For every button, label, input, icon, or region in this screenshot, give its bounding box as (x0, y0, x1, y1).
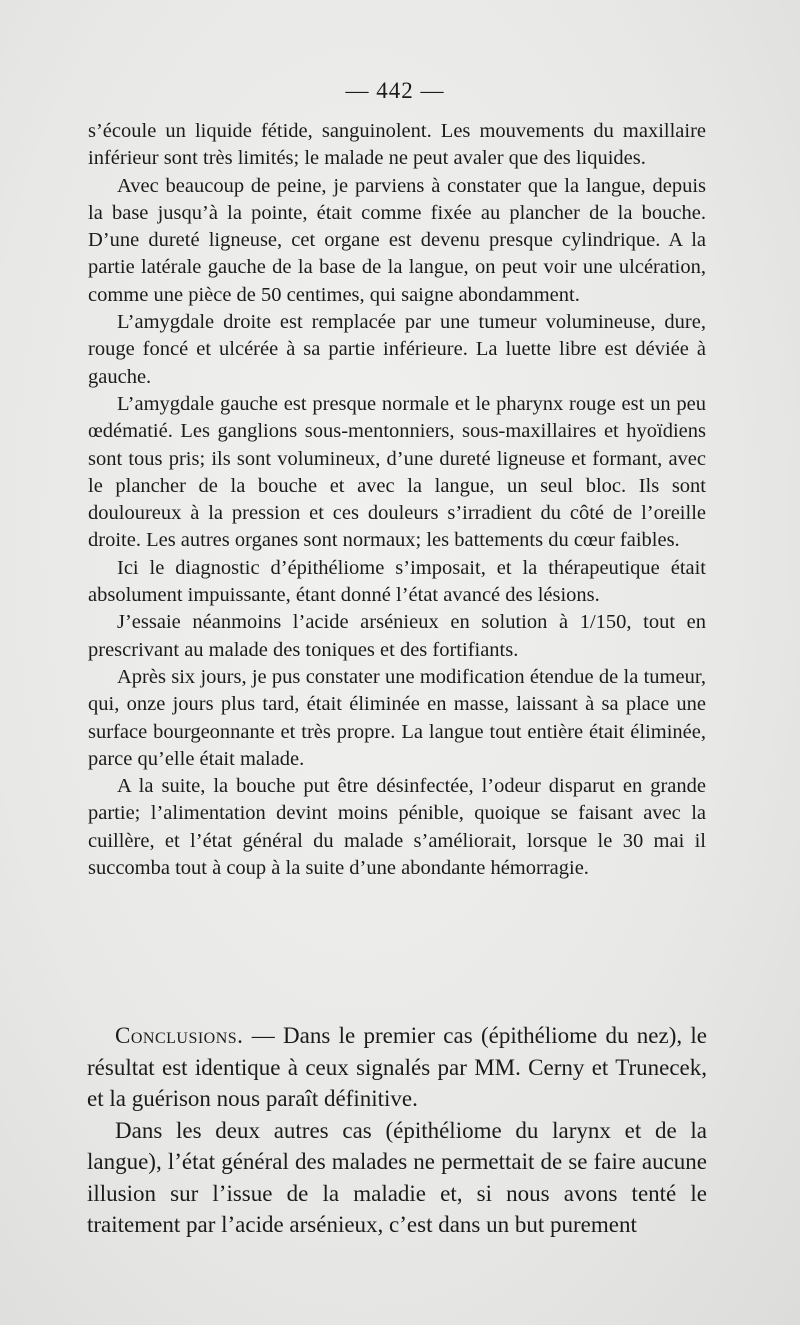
conclusions-paragraph-1-text: — Dans le premier cas (épithéliome du nez), le résultat est identique à ceux signalés par MM. Cerny et Trunecek, et la guérison nous paraît définitive. (87, 1023, 707, 1111)
paragraph-5: Ici le diagnostic d’épithéliome s’imposait, et la thérapeutique était absolument impuissante, étant donné l’état avancé des lésions. (88, 556, 706, 607)
paragraph-4: L’amygdale gauche est presque normale et le pharynx rouge est un peu œdématié. Les ganglions sous-mentonniers, sous-maxillaires et hyoïdiens sont tous pris; ils sont volumineux, d’une dureté ligneuse et formant, avec le plancher de la bouche et avec la langue, un seul bloc. Ils sont douloureux à la pression et ces douleurs s’irradient du côté de l’oreille droite. Les autres organes sont normaux; les battements du cœur faibles. (88, 392, 706, 552)
page-number: — 442 — (345, 78, 445, 103)
paragraph-8: A la suite, la bouche put être désinfectée, l’odeur disparut en grande partie; l’alimentation devint moins pénible, quoique se faisant avec la cuillère, et l’état général du malade s’améliorait, lorsque le 30 mai il succomba tout à coup à la suite d’une abondante hémorragie. (88, 775, 706, 880)
paragraph-6: J’essaie néanmoins l’acide arsénieux en solution à 1/150, tout en prescrivant au malade des toniques et des fortifiants. (88, 611, 706, 661)
conclusions-heading: Conclusions. (115, 1023, 244, 1048)
conclusions-paragraph-1 (87, 1020, 707, 1115)
paragraph-1: s’écoule un liquide fétide, sanguinolent. Les mouvements du maxillaire inférieur sont très limités; le malade ne peut avaler que des liquides. (88, 120, 706, 170)
paragraph-3: L’amygdale droite est remplacée par une tumeur volumineuse, dure, rouge foncé et ulcérée à sa partie inférieure. La luette libre est déviée à gauche. (88, 311, 706, 388)
paragraph-7: Après six jours, je pus constater une modification étendue de la tumeur, qui, onze jours plus tard, était éliminée en masse, laissant à sa place une surface bourgeonnante et très propre. La langue tout entière était éliminée, parce qu’elle était malade. (88, 665, 706, 770)
conclusions-section (87, 1020, 707, 1241)
conclusions-paragraph-2: Dans les deux autres cas (épithéliome du larynx et de la langue), l’état général des malades ne permettait de se faire aucune illusion sur l’issue de la maladie et, si nous avons tenté le traitement par l’acide arsénieux, c’est dans un but purement (87, 1117, 707, 1237)
body-text (88, 118, 706, 882)
paragraph-2: Avec beaucoup de peine, je parviens à constater que la langue, depuis la base jusqu’à la pointe, était comme fixée au plancher de la bouche. D’une dureté ligneuse, cet organe est devenu presque cylindrique. A la partie latérale gauche de la base de la langue, on peut voir une ulcération, comme une pièce de 50 centimes, qui saigne abondamment. (88, 174, 706, 306)
